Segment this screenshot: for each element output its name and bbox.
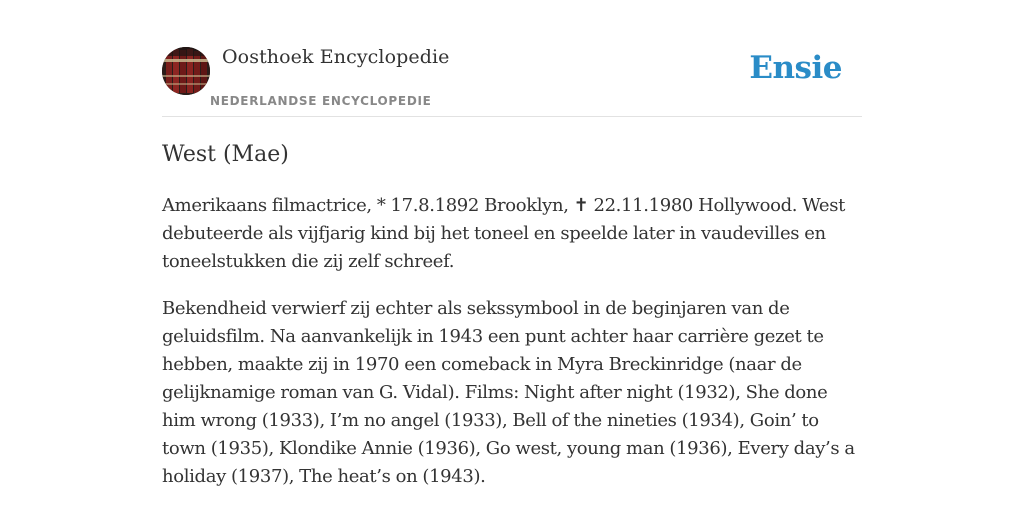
source-subtitle: NEDERLANDSE ENCYCLOPEDIE: [210, 94, 432, 108]
source-title[interactable]: Oosthoek Encyclopedie: [222, 46, 450, 68]
avatar-image: [162, 47, 210, 95]
site-header: [162, 0, 862, 117]
book-spines-icon[interactable]: [162, 47, 210, 95]
brand-logo[interactable]: Ensie: [749, 50, 842, 86]
article-paragraph: Bekendheid verwierf zij echter als sekssymbool in de beginjaren van de geluidsfilm. Na aanvankelijk in 1943 een punt achter haar carrière gezet te hebben, maakte zij in 1970 een comeback in Myra Breckinridge (naar de gelijknamige roman van G. Vidal). Films: Night after night (1932), She done him wrong (1933), I’m no angel (1933), Bell of the nineties (1934), Goin’ to town (1935), Klondike Annie (1936), Go west, young man (1936), Every day’s a holiday (1937), The heat’s on (1943).: [162, 298, 855, 487]
article: [162, 138, 862, 491]
article-paragraph: Amerikaans filmactrice, * 17.8.1892 Brooklyn, ✝ 22.11.1980 Hollywood. West debuteerde als vijfjarig kind bij het toneel en speelde later in vaudevilles en toneelstukken die zij zelf schreef.: [162, 195, 845, 272]
article-title: West (Mae): [162, 142, 289, 167]
